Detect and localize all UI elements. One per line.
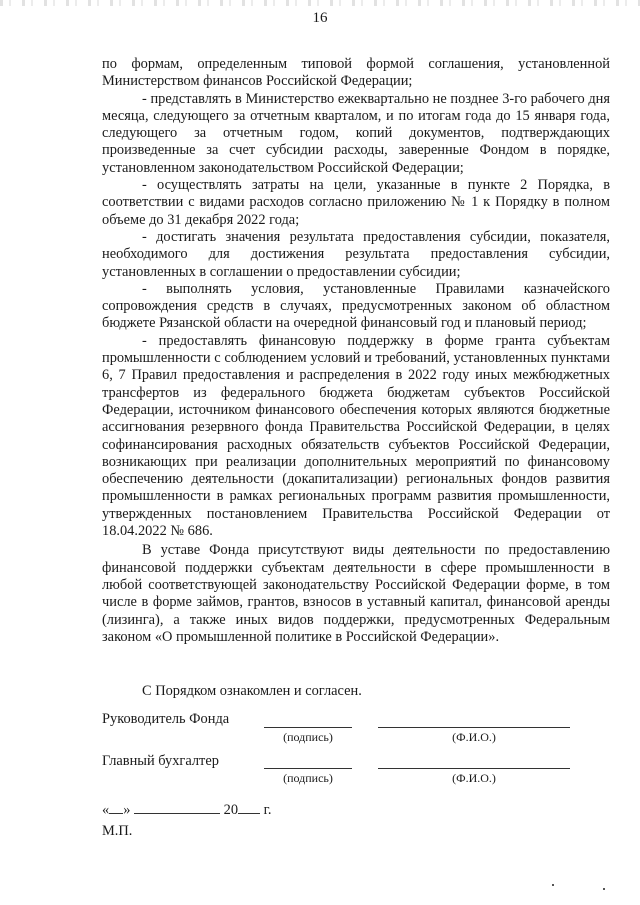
paragraph: - предоставлять финансовую поддержку в форме гранта субъектам промышленности с соблюдением условий и требований, установленных пунктами 6, 7 Правил предоставления и распределения в 2022 году иных межбюджетных трансфертов из федерального бюджета бюджетам субъектов Российской Федерации, источником финансового обеспечения которых являются бюджетные ассигнования резервного фонда Правительства Российской Федерации, в целях софинансирования расходных обязательств субъектов Российской Федерации, возникающих при реализации дополнительных мероприятий по финансовому обеспечению деятельности (докапитализации) региональных фондов развития промышленности в рамках региональных программ развития промышленности, утвержденных постановлением Правительства Российской Федерации от 18.04.2022 № 686. xyxy=(102,332,610,540)
name-line-director[interactable] xyxy=(378,727,570,728)
stamp-placeholder: М.П. xyxy=(102,823,133,839)
paragraph: В уставе Фонда присутствуют виды деятельности по предоставлению финансовой поддержки субъектам деятельности в сфере промышленности в любой соответствующей законодательству Российской Федерации форме, в том числе в форме займов, грантов, взносов в уставный капитал, финансовой аренды (лизинга), а также иных видов поддержки, предусмотренных Федеральным законом «О промышленной политике в Российской Федерации». xyxy=(102,542,610,645)
date-line xyxy=(102,800,272,819)
signature-role-director: Руководитель Фонда xyxy=(102,711,230,727)
name-caption: (Ф.И.О.) xyxy=(452,771,496,785)
signature-role-accountant: Главный бухгалтер xyxy=(102,753,219,769)
page-number: 16 xyxy=(312,10,328,26)
agreement-statement: С Порядком ознакомлен и согласен. xyxy=(142,683,362,699)
paragraph: - выполнять условия, установленные Правилами казначейского сопровождения средств в случаях, предусмотренных законом об областном бюджете Рязанской области на очередной финансовый год и плановый период; xyxy=(102,280,610,332)
scan-artifact-top xyxy=(0,0,640,6)
date-day-blank[interactable] xyxy=(109,800,123,814)
paragraph: - представлять в Министерство ежеквартально не позднее 3-го рабочего дня месяца, следующего за отчетным кварталом, и по итогам года до 15 января года, следующего за отчетным годом, копий документов, подтверждающих произведенные за счет субсидии расходы, заверенные Фондом в порядке, установленном законодательством Российской Федерации; xyxy=(102,90,610,176)
signature-line-accountant[interactable] xyxy=(264,768,352,769)
date-close-quote: » xyxy=(123,802,131,818)
date-open-quote: « xyxy=(102,802,110,818)
scan-speck xyxy=(603,888,605,890)
name-caption: (Ф.И.О.) xyxy=(452,730,496,744)
paragraph: - достигать значения результата предоставления субсидии, показателя, необходимого для достижения результата предоставления субсидии, установленных в соглашении о предоставлении субсидии; xyxy=(102,228,610,280)
paragraph: по формам, определенным типовой формой соглашения, установленной Министерством финансов Российской Федерации; xyxy=(102,56,610,90)
date-year-blank[interactable] xyxy=(238,800,260,814)
signature-caption: (подпись) xyxy=(283,771,333,785)
date-month-blank[interactable] xyxy=(134,800,220,814)
date-year-prefix: 20 xyxy=(223,802,239,818)
signature-caption: (подпись) xyxy=(283,730,333,744)
document-body xyxy=(102,56,610,646)
name-line-accountant[interactable] xyxy=(378,768,570,769)
date-year-suffix: г. xyxy=(263,802,272,818)
signature-line-director[interactable] xyxy=(264,727,352,728)
paragraph: - осуществлять затраты на цели, указанные в пункте 2 Порядка, в соответствии с видами расходов согласно приложению № 1 к Порядку в полном объеме до 31 декабря 2022 года; xyxy=(102,177,610,228)
scan-speck xyxy=(552,884,554,886)
